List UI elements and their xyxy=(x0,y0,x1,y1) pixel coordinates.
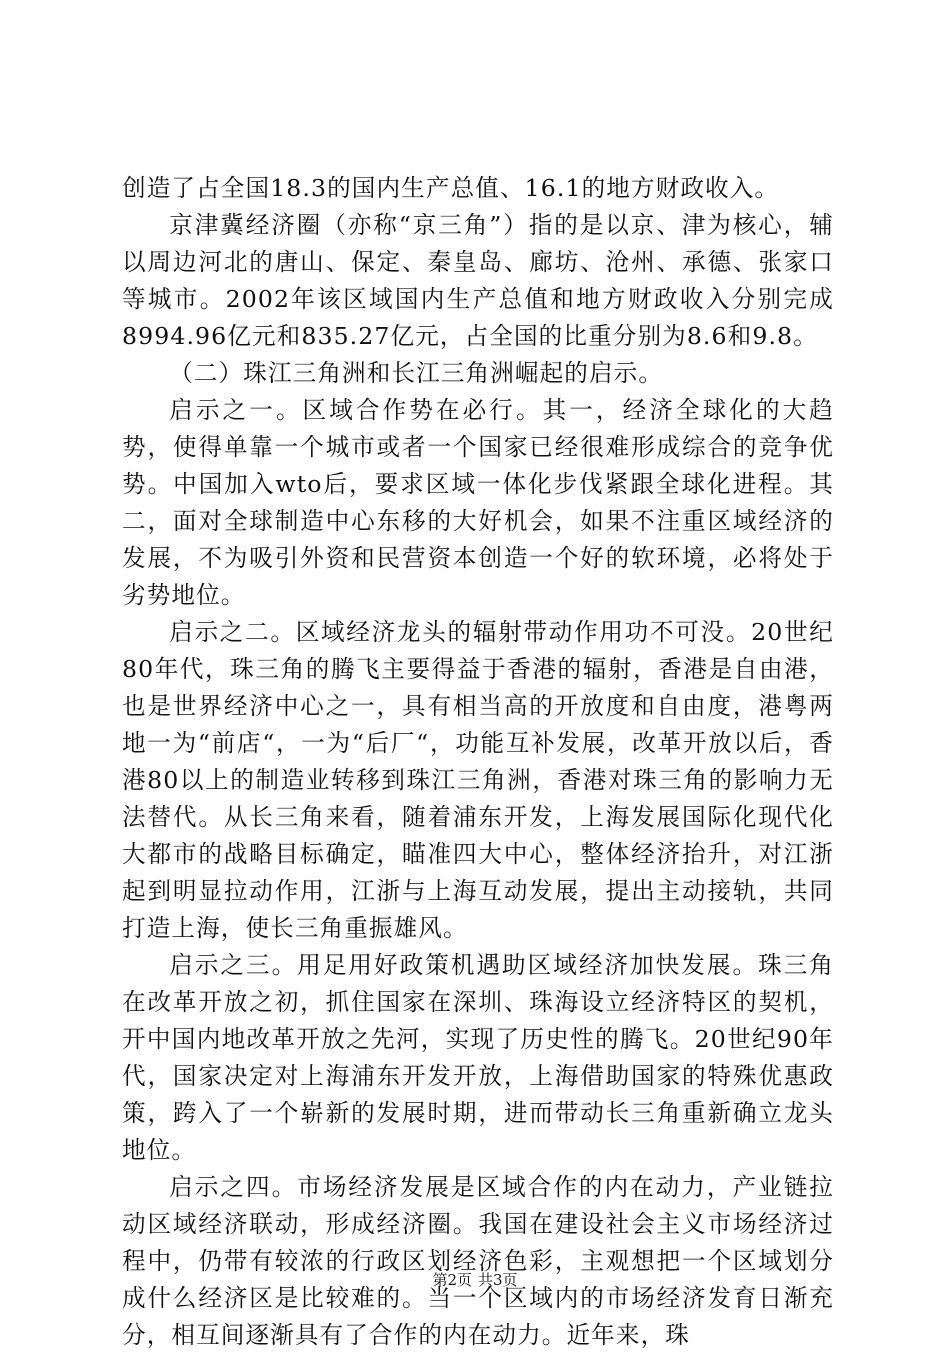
page-footer xyxy=(0,1270,950,1290)
section-heading: （二）珠江三角洲和长江三角洲崛起的启示。 xyxy=(169,359,664,387)
paragraph-insight-1: 启示之一。区域合作势在必行。其一，经济全球化的大趋势，使得单靠一个城市或者一个国家已经很难形成综合的竞争优势。中国加入wto后，要求区域一体化步伐紧跟全球化进程。其二，面对全球制造中心东移的大好机会，如果不注重区域经济的发展，不为吸引外资和民营资本创造一个好的软环境，必将处于劣势地位。 xyxy=(122,396,834,609)
document-body xyxy=(122,170,834,1354)
page-number: 第2页 xyxy=(432,1271,472,1289)
paragraph-2: 京津冀经济圈（亦称“京三角”）指的是以京、津为核心，辅以周边河北的唐山、保定、秦皇岛、廊坊、沧州、承德、张家口等城市。2002年该区域国内生产总值和地方财政收入分别完成8994.96亿元和835.27亿元，占全国的比重分别为8.6和9.8。 xyxy=(122,211,834,350)
paragraph-1: 创造了占全国18.3的国内生产总值、16.1的地方财政收入。 xyxy=(122,174,780,202)
paragraph-insight-2: 启示之二。区域经济龙头的辐射带动作用功不可没。20世纪80年代，珠三角的腾飞主要得益于香港的辐射，香港是自由港，也是世界经济中心之一，具有相当高的开放度和自由度，港粤两地一为“前店“，一为“后厂“，功能互补发展，改革开放以后，香港80以上的制造业转移到珠江三角洲，香港对珠三角的影响力无法替代。从长三角来看，随着浦东开发，上海发展国际化现代化大都市的战略目标确定，瞄准四大中心，整体经济抬升，对江浙起到明显拉动作用，江浙与上海互动发展，提出主动接轨，共同打造上海，使长三角重振雄风。 xyxy=(122,618,834,942)
page-total: 共3页 xyxy=(478,1271,518,1289)
paragraph-insight-3: 启示之三。用足用好政策机遇助区域经济加快发展。珠三角在改革开放之初，抓住国家在深圳、珠海设立经济特区的契机，开中国内地改革开放之先河，实现了历史性的腾飞。20世纪90年代，国家决定对上海浦东开发开放，上海借助国家的特殊优惠政策，跨入了一个崭新的发展时期，进而带动长三角重新确立龙头地位。 xyxy=(122,951,834,1164)
paragraph-insight-4: 启示之四。市场经济发展是区域合作的内在动力，产业链拉动区域经济联动，形成经济圈。我国在建设社会主义市场经济过程中，仍带有较浓的行政区划经济色彩，主观想把一个区域划分成什么经济区是比较难的。当一个区域内的市场经济发育日渐充分，相互间逐渐具有了合作的内在动力。近年来，珠 xyxy=(122,1173,834,1349)
